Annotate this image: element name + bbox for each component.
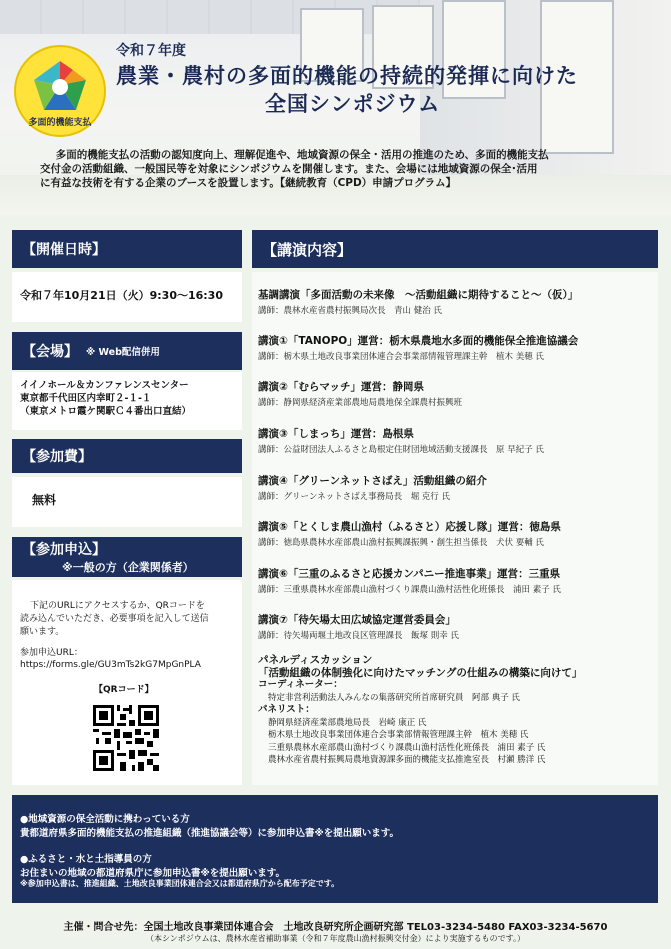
notice-box (12, 795, 658, 903)
fee-heading-label: 【参加費】 (22, 449, 92, 465)
application-desc: 下記のURLにアクセスするか、QRコードを (30, 601, 205, 611)
application-target: ※一般の方（企業関係者） (62, 561, 194, 574)
talk-title: 講演⑦「待矢場太田広域協定運営委員会」 (258, 614, 456, 626)
notice-line: ●地域資源の保全活動に携わっている方 (20, 814, 190, 825)
talk-speaker: 講師：三重県農林水産部農山漁村づくり課農山漁村活性化班係長 浦田 素子 氏 (258, 585, 561, 595)
talk-speaker: 講師：栃木県土地改良事業団体連合会事業部情報管理課主幹 植木 美穂 氏 (258, 352, 544, 362)
talk-title: 講演⑤「とくしま農山漁村（ふるさと）応援し隊」運営：徳島県 (258, 521, 561, 533)
application-desc: 願います。 (20, 627, 65, 637)
talk-title: 講演①「TANOPO」運営：栃木県農地水多面的機能保全推進協議会 (258, 335, 579, 347)
talk-item (258, 473, 487, 502)
intro-line: 多面的機能支払の活動の認知度向上、理解促進や、地域資源の保全・活用の推進のため、多面的機能支払 (55, 149, 549, 161)
talk-title: 講演③「しまっち」運営：島根県 (258, 428, 414, 440)
logo-text: 多面的機能支払 (28, 118, 92, 128)
talk-item (258, 379, 462, 408)
talk-speaker: 講師：公益財団法人ふるさと島根定住財団地域活動支援課長 原 早紀子 氏 (258, 445, 544, 455)
date-value: 令和７年10月21日（火）9:30～16:30 (20, 289, 223, 302)
talk-item (258, 333, 578, 362)
panelists-label: パネリスト： (258, 704, 315, 715)
talk-title: 講演⑥「三重のふるさと応援カンパニー推進事業」運営：三重県 (258, 568, 561, 580)
notice-line: ●ふるさと・水と土指導員の方 (20, 854, 152, 865)
application-url-label: 参加申込URL： (20, 648, 83, 658)
application-desc: 読み込んでいただき、必要事項を記入して送信 (20, 614, 209, 624)
venue-name: イイノホール＆カンファレンスセンター (20, 380, 189, 391)
talk-title: 基調講演「多面活動の未来像 ～活動組織に期待すること～（仮）」 (258, 289, 579, 301)
date-heading-label: 【開催日時】 (22, 242, 106, 258)
coordinator-label: コーディネーター： (258, 679, 343, 690)
application-url-link[interactable]: https://forms.gle/GU3mTs2kG7MpGnPLA (20, 660, 201, 670)
panel-discussion (258, 654, 658, 767)
fiscal-year: 令和７年度 (116, 43, 186, 59)
talk-speaker: 講師：待矢場両堰土地改良区管理課長 飯塚 則幸 氏 (258, 631, 459, 641)
qr-label: 【QRコード】 (94, 685, 154, 695)
talk-item (258, 426, 544, 455)
page-title-line2: 全国シンポジウム (265, 92, 441, 116)
fee-heading (12, 439, 242, 473)
venue-address: 東京都千代田区内幸町２-１-１ (20, 393, 152, 404)
panel-title: パネルディスカッション (258, 654, 373, 666)
page-title-line1: 農業・農村の多面的機能の持続的発揮に向けた (116, 64, 578, 88)
fee-value: 無料 (32, 493, 57, 507)
application-heading (12, 537, 242, 577)
venue-note: ※ Web配信併用 (86, 347, 160, 358)
venue-heading-label: 【会場】 (22, 344, 78, 360)
notice-line: 貴都道府県多面的機能支払の推進組織（推進協議会等）に参加申込書※を提出願います。 (20, 828, 399, 839)
program-heading-label: 【講演内容】 (262, 240, 353, 259)
intro-line: 交付金の活動組織、一般国民等を対象にシンポジウムを開催します。また、会場には地域資源の保全･活用 (40, 163, 538, 175)
talk-item (258, 612, 459, 641)
qr-code-icon (90, 702, 162, 774)
venue-access: （東京メトロ霞ケ関駅Ｃ４番出口直結） (20, 406, 192, 417)
panelist: 静岡県経済産業部農地局長 岩崎 康正 氏 (268, 717, 427, 728)
talk-item (258, 287, 578, 316)
talk-speaker: 講師：グリーンネットさばえ事務局長 堀 克行 氏 (258, 492, 450, 502)
panel-theme: 「活動組織の体制強化に向けたマッチングの仕組みの構築に向けて」 (258, 666, 583, 679)
talk-item (258, 566, 561, 595)
intro-text (40, 148, 640, 190)
footer-note: （本シンポジウムは、農林水産省補助事業（令和７年度農山漁村振興交付金）により実施するものです。） (145, 934, 526, 943)
organizer-contact: 主催・問合せ先：全国土地改良事業団体連合会 土地改良研究所企画研究部 TEL03-3234-5480 FAX03-3234-5670 (63, 922, 608, 933)
panelist: 三重県農林水産部農山漁村づくり課農山漁村活性化班係長 浦田 素子 氏 (268, 742, 546, 753)
talk-title: 講演④「グリーンネットさばえ」活動組織の紹介 (258, 475, 487, 487)
talk-speaker: 講師：農林水産省農村振興局次長 青山 健治 氏 (258, 306, 442, 316)
application-heading-label: 【参加申込】 (22, 542, 106, 558)
logo (14, 45, 106, 137)
talk-speaker: 講師：静岡県経済産業部農地局農地保全課農村振興班 (258, 398, 463, 408)
talk-item (258, 519, 561, 548)
venue-heading (12, 332, 242, 370)
notice-line: お住まいの地域の都道府県庁に参加申込書※を提出願います。 (20, 868, 285, 879)
talk-title: 講演②「むらマッチ」運営：静岡県 (258, 381, 424, 393)
coordinator: 特定非営利活動法人みんなの集落研究所首席研究員 阿部 典子 氏 (268, 692, 520, 703)
notice-line: ※参加申込書は、推進組織、土地改良事業団体連合会又は都道府県庁から配布予定です。 (20, 879, 340, 888)
talk-speaker: 講師：徳島県農林水産部農山漁村振興課振興・創生担当係長 犬伏 要輔 氏 (258, 538, 544, 548)
panelist: 農林水産省農村振興局農地資源課多面的機能支払推進室長 村瀬 勝洋 氏 (268, 755, 546, 765)
panelist: 栃木県土地改良事業団体連合会事業部情報管理課主幹 植木 美穂 氏 (268, 730, 529, 740)
qr-code[interactable] (90, 702, 162, 774)
program-heading (252, 230, 658, 268)
date-heading (12, 230, 242, 268)
intro-line: に有益な技術を有する企業のブースを設置します。【継続教育（CPD）申請プログラム】 (40, 177, 457, 189)
